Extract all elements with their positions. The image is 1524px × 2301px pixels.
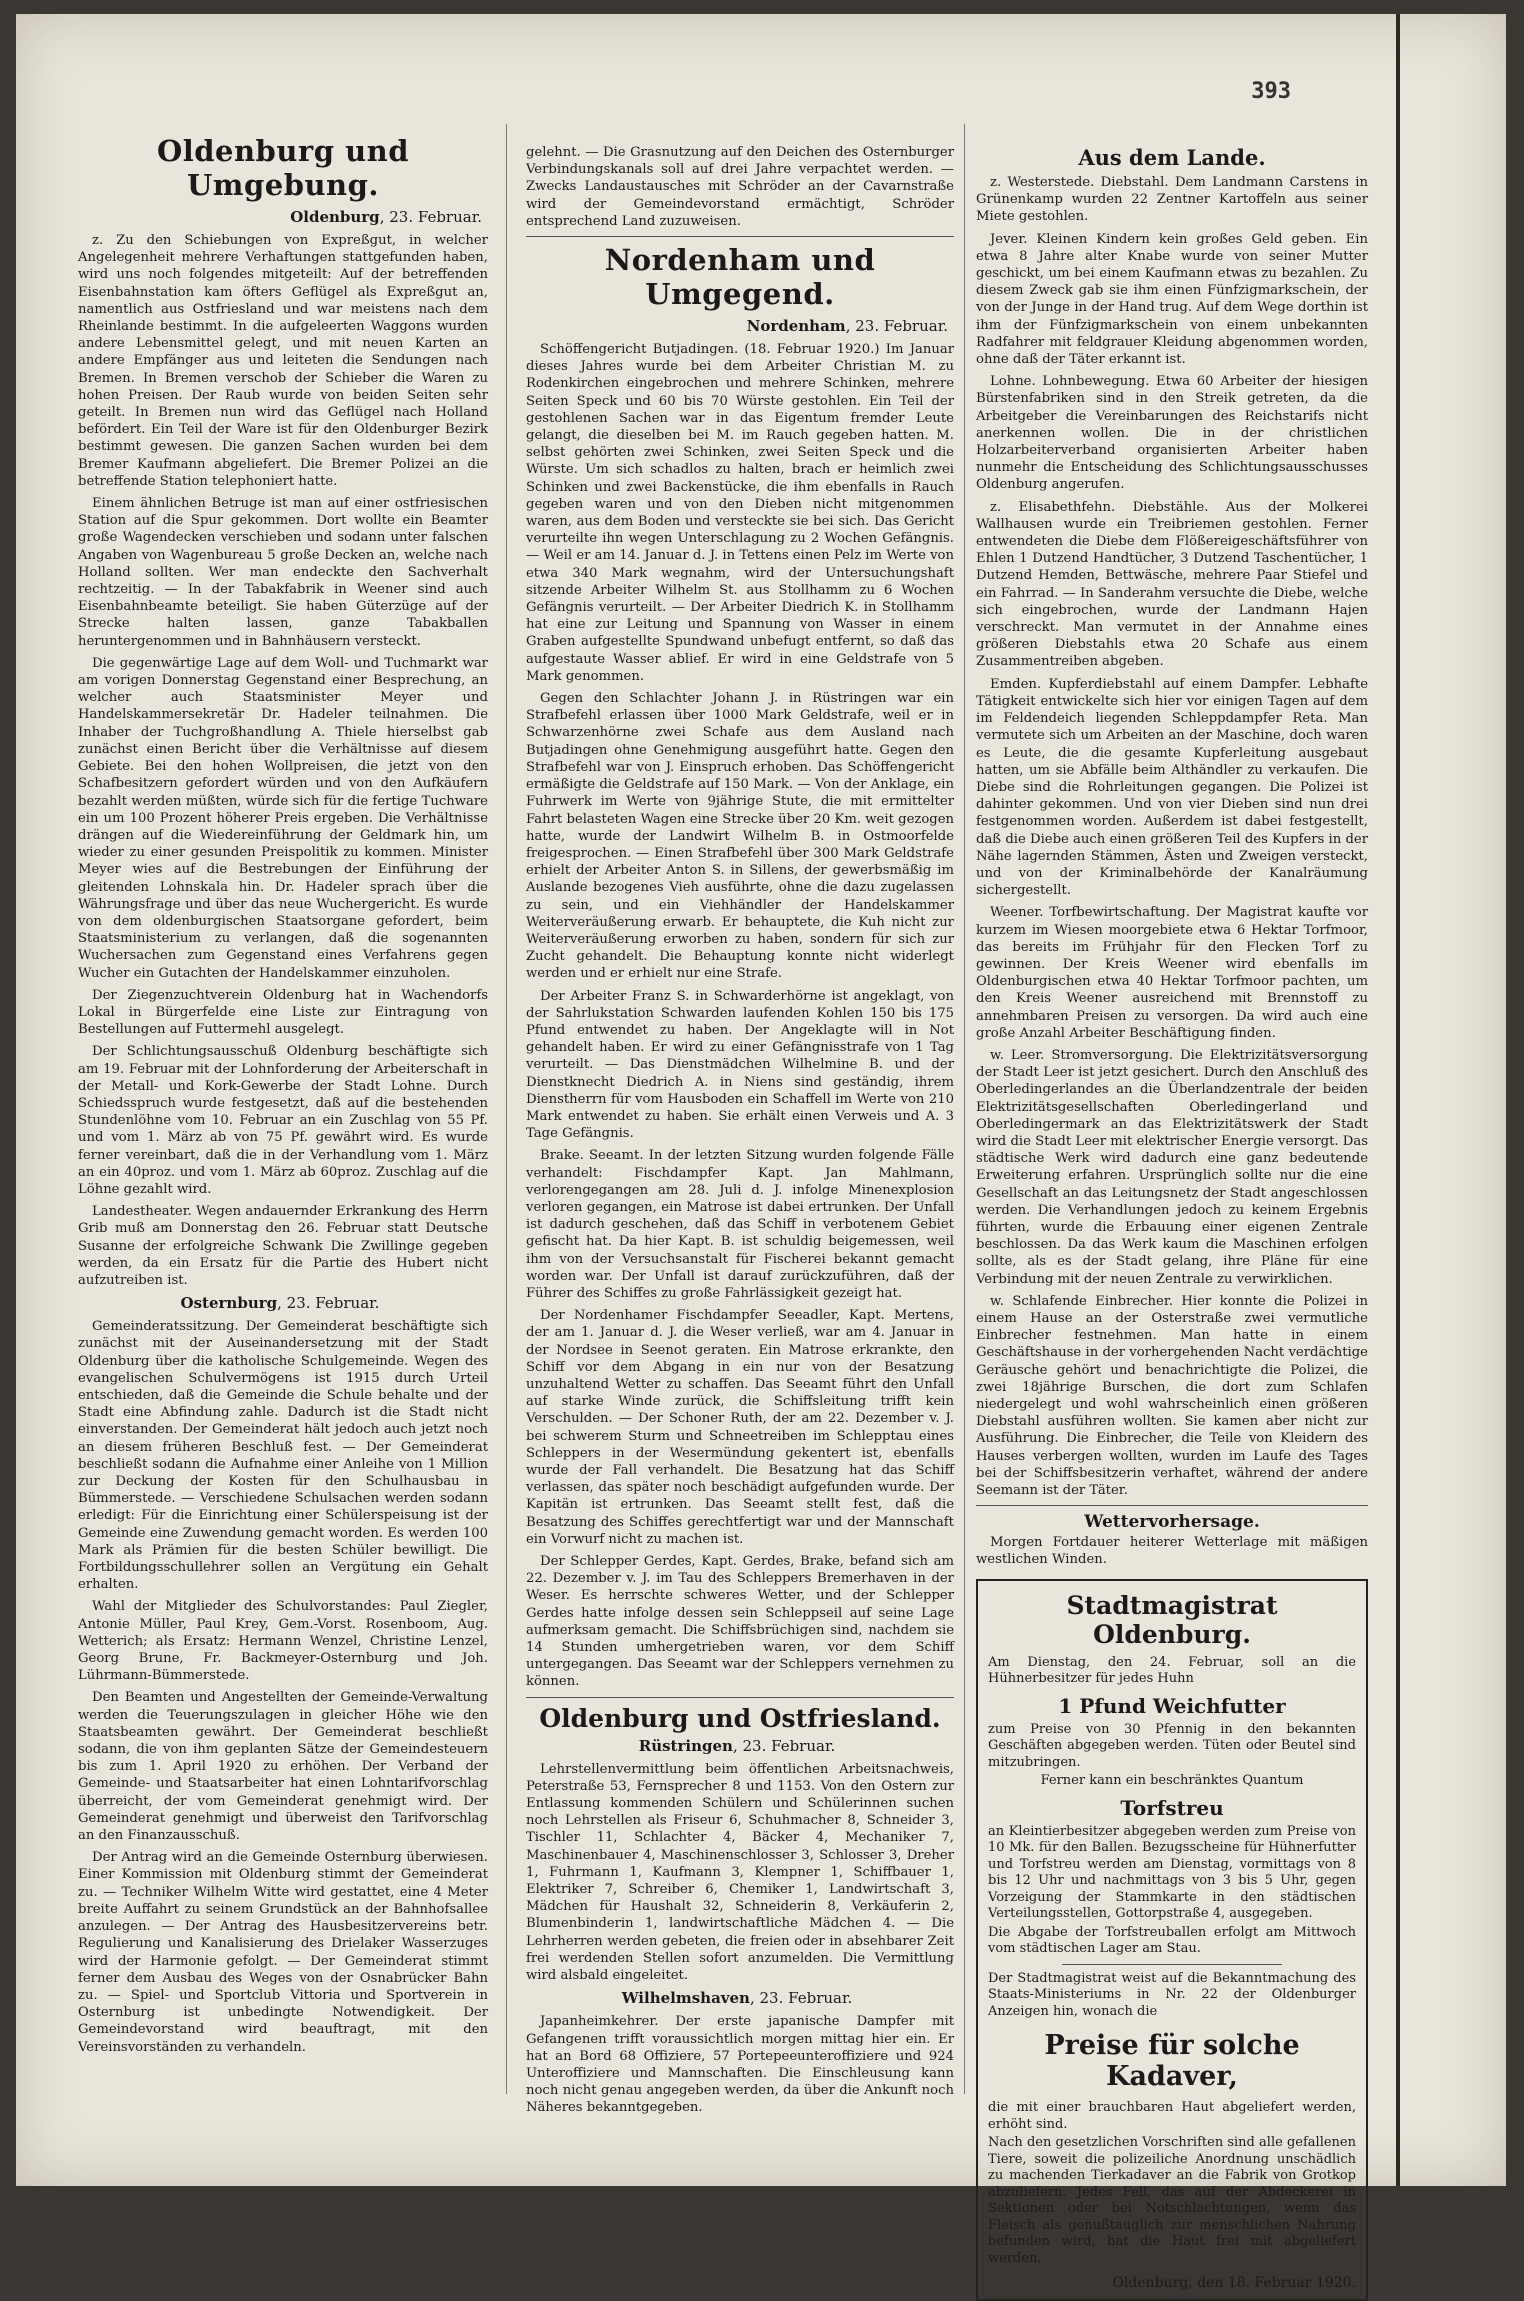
article: Lehrstellenvermittlung beim öffentlichen Arbeitsnachweis, Peterstraße 53, Fernsprecher 8 und 1153. Von den Ostern zur Entlassung kommenden Schülern und Schülerinnen suchen noch Lehrstellen als Friseur 6, Schuhmacher 8, Schneider 3, Tischler 11, Schlachter 4, Bäcker 4, Mechaniker 7, Maschinenbauer 4, Maschinenschlosser 3, Schlosser 3, Dreher 1, Fuhrmann 1, Kaufmann 3, Klempner 1, Schiffbauer 1, Elektriker 7, Schreiber 6, Chemiker 1, Landwirtschaft 3, Mädchen für Haushalt 32, Schneiderin 8, Verkäuferin 2, Blumenbinderin 1, landwirtschaftliche Mädchen 4. — Die Lehrherren werden gebeten, die freien oder in absehbarer Zeit frei werdenden Stellen sofort anzumelden. Die Vermittlung wird alsbald eingeleitet.	[526, 1761, 954, 1984]
section-title-oldenburg: Oldenburg und Umgebung.	[156, 134, 410, 202]
ad-product: Torfstreu	[1120, 1795, 1224, 1820]
article: Der Schlichtungsausschuß Oldenburg beschäftigte sich am 19. Februar mit der Lohnforderung der Arbeiterschaft in der Metall- und Kork-Gewerbe der Stadt Lohne. Durch Schiedsspruch wurde festgesetzt, daß auf die bestehenden Stundenlöhne vom 10. Februar an ein Zuschlag von 55 Pf. und vom 1. März ab von 75 Pf. gewährt wird. Es wurde ferner vereinbart, daß die in der Verhandlung vom 1. März an ein 40proz. und vom 1. März ab 60proz. Zuschlag auf die Löhne gezahlt wird.	[78, 1044, 488, 1197]
divider	[976, 1505, 1368, 1506]
dateline-nordenham: Nordenham, 23. Februar.	[746, 317, 948, 336]
article: Brake. Seeamt. In der letzten Sitzung wurden folgende Fälle verhandelt: Fischdampfer Kapt. Jan Mahlmann, verlorengegangen am 28. Juli d. J. infolge Minenexplosion verloren gegangen, ein Matrose ist dabei ertrunken. Der Unfall ist dadurch geschehen, daß das Schiff in verbotenem Gebiet gefischt hat. Da hier Kapt. B. ist schuldig beigemessen, weil ihm von der Versuchsanstalt für Fischerei bekannt gemacht worden war. Der Unfall ist darauf zurückzuführen, daß der Führer des Schiffes zu große Fahrlässigkeit gezeigt hat.	[526, 1148, 954, 1301]
dateline-oldenburg: Oldenburg, 23. Februar.	[290, 208, 482, 226]
column-oldenburg	[78, 134, 488, 2164]
article: Weener. Torfbewirtschaftung. Der Magistrat kaufte vor kurzem im Wiesen moorgebiete etwa 6 Hektar Torfmoor, das bereits im Frühjahr für den Flecken Torf zu gewinnen. Der Kreis Weener wird ebenfalls im Oldenburgischen etwa 40 Hektar Torfmoor pachten, um den Kreis Weener ausreichend mit Brennstoff zu annehmbaren Preisen zu versorgen. Da wird auch eine große Anzahl Arbeiter Beschäftigung finden.	[976, 905, 1368, 1041]
column-rule-left	[506, 124, 507, 2094]
article: z. Elisabethfehn. Diebstähle. Aus der Molkerei Wallhausen wurde ein Treibriemen gestohlen. Ferner entwendeten die Diebe dem Flößereigeschäftsführer von Ehlen 1 Dutzend Handtücher, 3 Dutzend Taschentücher, 1 Dutzend Hemden, Bettwäsche, mehrere Paar Stiefel und ein Fahrrad. — In Sanderahm versuchte die Diebe, welche sich eingebrochen, wurde der Landmann Hajen verschreckt. Man vermutet in der Annahme eines größeren Diebstahls etwa 20 Schafe aus einem Zusammentreiben abgeben.	[976, 499, 1368, 670]
article: Schöffengericht Butjadingen. (18. Februar 1920.) Im Januar dieses Jahres wurde bei dem Arbeiter Christian M. zu Rodenkirchen eingebrochen und mehrere Schinken, mehrere Seiten Speck und 60 bis 70 Würste gestohlen. Ein Teil der gestohlenen Sachen war in das Eigentum fremder Leute gelangt, die dieselben bei M. im Rauch gegeben hatten. M. selbst gehörten zwei Schinken, zwei Seiten Speck und die Würste. Um sich schadlos zu halten, brach er heimlich zwei Schinken und zwei Backenstücke, die ihm ebenfalls in Rauch gegeben waren und von den Dieben nicht mitgenommen waren, aus dem Boden und versteckte sie bei sich. Das Gericht verurteilte ihn wegen Unterschlagung zu 2 Wochen Gefängnis. — Weil er am 14. Januar d. J. in Tettens einen Pelz im Werte von etwa 340 Mark wegnahm, wird der Untersuchungshaft sitzende Arbeiter Wilhelm St. aus Stollhamm zu 6 Wochen Gefängnis verurteilt. — Der Arbeiter Diedrich K. in Stollhamm hat eine zur Leitung und Spannung von Wasser in einem Graben aufgestellte Spundwand unbefugt entfernt, so daß das aufgestaute Wasser ablief. Er wird in eine Geldstrafe von 5 Mark genommen.	[526, 342, 954, 684]
ad-header: Stadtmagistrat Oldenburg.	[1066, 1590, 1278, 1649]
page-edge-shadow	[1396, 14, 1400, 2186]
column-nordenham	[526, 144, 954, 2164]
section-title-ostfriesland: Oldenburg und Ostfriesland.	[539, 1703, 941, 1733]
article: Der Arbeiter Franz S. in Schwarderhörne ist angeklagt, von der Sahrlukstation Schwarden laufenden Kohlen 150 bis 175 Pfund entwendet zu haben. Der Angeklagte will in Not gehandelt haben. Er wird zu einer Gefängnisstrafe von 1 Tag verurteilt. — Das Dienstmädchen Wilhelmine B. und der Dienstknecht Diedrich A. in Niens sind geständig, ihrem Dienstherrn für vom Hausboden ein Schaffell im Werte von 210 Mark entwendet zu haben. Sie erhält einen Verweis und A. 3 Tage Gefängnis.	[526, 988, 954, 1142]
article: Gegen den Schlachter Johann J. in Rüstringen war ein Strafbefehl erlassen über 1000 Mark Geldstrafe, weil er in Schwarzenhörne zwei Schafe aus dem Ausland nach Butjadingen ohne Genehmigung ausgeführt hatte. Gegen den Strafbefehl war von J. Einspruch erhoben. Das Schöffengericht ermäßigte die Geldstrafe auf 150 Mark. — Von der Anklage, ein Fuhrwerk im Werte von 9jährige Stute, die mit ermittelter Fahrt belasteten Wagen eine Strecke über 20 Km. weit gezogen hatte, wurde der Landwirt Wilhelm B. in Ostmoorfelde freigesprochen. — Einen Strafbefehl über 300 Mark Geldstrafe erhielt der Arbeiter Anton S. in Sillens, der gewerbsmäßig im Auslande bezogenes Vieh ausführte, ohne die dazu zugelassen zu sein, und ein Viehhändler der Handelskammer Weiterveräußerung erwarb. Er behauptete, die Kuh nicht zur Weiterveräußerung erworben zu haben, sondern für sich zur Zucht gehandelt. Die Behauptung konnte nicht widerlegt werden und er erhielt nur eine Strafe.	[526, 691, 954, 982]
article: Jever. Kleinen Kindern kein großes Geld geben. Ein etwa 8 Jahre alter Knabe wurde von seiner Mutter geschickt, um bei einem Kaufmann etwas zu bezahlen. Zu diesem Zweck gab sie ihm einen Fünfzigmarkschein, der von der Junge in der Hand trug. Auf dem Wege dorthin ist ihm der Fünfzigmarkschein von einem unbekannten Radfahrer mit feldgrauer Kleidung abgenommen worden, ohne daß der Täter erkannt ist.	[976, 231, 1368, 368]
ad-product: Preise für solche Kadaver,	[1044, 2030, 1300, 2093]
article: Den Beamten und Angestellten der Gemeinde-Verwaltung werden die Teuerungszulagen in gleicher Höhe wie den Staatsbeamten gewährt. Der Gemeinderat beschließt sodann, die von ihm geplanten Sätze der Gemeindesteuern bis zum 1. April 1920 zu erhöhen. Der Verband der Gemeinde- und Staatsarbeiter hat einen Lohntarifvorschlag überreicht, der vom Gemeinderat genehmigt wird. Der Gemeinderat genehmigt und überweist den Tarifvorschlag an den Finanzausschuß.	[78, 1690, 488, 1844]
ad-divider	[1062, 1964, 1283, 1965]
dateline-osternburg: Osternburg, 23. Februar.	[180, 1294, 380, 1313]
page-number: 393	[1251, 79, 1291, 104]
article: Der Antrag wird an die Gemeinde Osternburg überwiesen. Einer Kommission mit Oldenburg stimmt der Gemeinderat zu. — Techniker Wilhelm Witte wird gestattet, eine 4 Meter breite Auffahrt zu seinem Grundstück an der Bahnhofsallee anzulegen. — Der Antrag des Hausbesitzervereins betr. Regulierung und Kanalisierung des Drielaker Wasserzuges wird der Harmonie gefolgt. — Der Gemeinderat stimmt ferner dem Ausbau des Weges von der Osnabrücker Bahn zu. — Spiel- und Sportclub Vittoria und Sportverein in Osternburg ist unbedingte Notwendigkeit. Der Gemeindevorstand wird beauftragt, mit den Vereinsvorständen zu verhandeln.	[78, 1850, 488, 2055]
ad-text: Die Abgabe der Torfstreuballen erfolgt am Mittwoch vom städtischen Lager am Stau.	[988, 1924, 1356, 1957]
article: Lohne. Lohnbewegung. Etwa 60 Arbeiter der hiesigen Bürstenfabriken sind in den Streik getreten, da die Arbeitgeber die Vereinbarungen des Reichstarifs nicht anerkennen wollen. Die in der christlichen Holzarbeiterverband organisierten Arbeiter haben nunmehr die Entscheidung des Schlichtungsausschusses Oldenburg angerufen.	[976, 374, 1368, 493]
article: z. Zu den Schiebungen von Expreßgut, in welcher Angelegenheit mehrere Verhaftungen stattgefunden haben, wird uns noch folgendes mitgeteilt: Auf der betreffenden Eisenbahnstation kam öfters Geflügel als Expreßgut an, namentlich aus Ostfriesland und war meistens nach dem Rheinlande bestimmt. In die aufgeleerten Waggons wurden andere Lebensmittel gelegt, und mit neuen Karten an andere Empfänger aus und leiteten die Sendungen nach Bremen. In Bremen verschob der Schieber die Waren zu hohen Preisen. Der Raub wurde von beiden Seiten sehr geteilt. In Bremen nun wird das Geflügel nach Holland befördert. Ein Teil der Ware ist für den Oldenburger Bezirk bestimmt gewesen. Die ganzen Sachen wurden bei dem Bremer Kaufmann abgeliefert. Die Bremer Polizei an die betreffende Station telephoniert hatte.	[78, 233, 488, 489]
article: Der Schlepper Gerdes, Kapt. Gerdes, Brake, befand sich am 22. Dezember v. J. im Tau des Schleppers Bremerhaven in der Weser. Es herrschte schweres Wetter, und der Schlepper Gerdes hatte infolge dessen sein Schleppseil auf seine Lage aufmerksam gemacht. Die Schiffsbrüchigen sind, nachdem sie 14 Stunden umhergetrieben waren, vor dem Schiff untergegangen. Das Seeamt war der Schleppers vernehmen zu können.	[526, 1554, 954, 1690]
ad-text: zum Preise von 30 Pfennig in den bekannten Geschäften abgegeben werden. Tüten oder Beutel sind mitzubringen.	[988, 1721, 1356, 1770]
dateline-ruestringen: Rüstringen, 23. Februar.	[638, 1736, 836, 1755]
divider	[526, 236, 954, 237]
ad-text: Der Stadtmagistrat weist auf die Bekanntmachung des Staats-Ministeriums in Nr. 22 der Oldenburger Anzeigen hin, wonach die	[988, 1970, 1356, 2019]
weather-title: Wettervorhersage.	[1084, 1512, 1260, 1533]
newspaper-page	[16, 14, 1506, 2292]
article: Die gegenwärtige Lage auf dem Woll- und Tuchmarkt war am vorigen Donnerstag Gegenstand einer Besprechung, an welcher auch Staatsminister Meyer und Handelskammersekretär Dr. Hadeler teilnahmen. Die Inhaber der Tuchgroßhandlung A. Thiele hierselbst gab zunächst einen Bericht über die Verhältnisse auf diesem Gebiete. Bei den hohen Wollpreisen, die jetzt von den Schafbesitzern gefordert würden und von den Aufkäufern bezahlt werden müßten, würde sich für die fertige Tuchware ein um 100 Prozent höherer Preis ergeben. Die Verhältnisse drängen auf die Wiedereinführung der Geldmark hin, um wieder zu einer gesunden Preispolitik zu kommen. Minister Meyer wies auf die Bestrebungen der Einführung der gleitenden Lohnskala hin. Dr. Hadeler sprach über die Währungsfrage und über das neue Wuchergericht. Es wurde von dem oldenburgischen Staatsorgane gefordert, beim Staatsministerium zu verlangen, daß die sogenannten Wuchersachen zum Gegenstand eines Verfahrens gegen Wucher ein Gutachten der Handelskammer einzuholen.	[78, 655, 488, 981]
dateline-wilhelmshaven: Wilhelmshaven, 23. Februar.	[621, 1989, 853, 2008]
article: w. Schlafende Einbrecher. Hier konnte die Polizei in einem Hause an der Osterstraße zwei vermutliche Einbrecher festnehmen. Man hatte in einem Geschäftshause in der vorhergehenden Nacht verdächtige Geräusche gehört und benachrichtigte die Polizei, die zwei 18jährige Burschen, die dort zum Schlafen niedergelegt und wohl wahrscheinlich einen größeren Diebstahl ausführen wollten. Sie kamen aber nicht zur Ausführung. Die Einbrecher, die Teile von Kleidern des Hauses verbergen wollten, wurden im Laufe des Tages bei der Schiffsbesitzerin verhaftet, während der andere Seemann ist der Täter.	[976, 1293, 1368, 1499]
divider	[526, 1697, 954, 1698]
article: Der Ziegenzuchtverein Oldenburg hat in Wachendorfs Lokal in Bürgerfelde eine Liste zur Eintragung von Bestellungen auf Futtermehl ausgelegt.	[78, 987, 488, 1038]
article: w. Leer. Stromversorgung. Die Elektrizitätsversorgung der Stadt Leer ist jetzt gesichert. Durch den Anschluß des Oberledingerlandes an die Überlandzentrale der beiden Elektrizitätsgesellschaften Oberledingerland und Oberledingermark an das Elektrizitätswerk der Stadt wird die Stadt Leer mit elektrischer Energie versorgt. Das städtische Werk wird dadurch eine ganz bedeutende Erweiterung erfahren. Ursprünglich sollte nur die eine Gesellschaft an das Leitungsnetz der Stadt angeschlossen werden. Die Verhandlungen jedoch zu keinem Ergebnis führten, wurde die Erbauung einer eigenen Zentrale beschlossen. Da das Werk kaum die Maschinen erfolgen sollte, als es der Stadt gelang, ihre Pläne für eine Verbindung mit der neuen Zentrale zu verwirklichen.	[976, 1047, 1368, 1287]
ad-text: Nach den gesetzlichen Vorschriften sind alle gefallenen Tiere, soweit die polizeiliche Anordnung unschädlich zu machenden Tierkadaver an die Fabrik von Grotkop abzuliefern. Jedes Fell, das auf der Abdeckerei in Sektionen oder bei Notschlachtungen, wenn das Fleisch als genußtauglich zur menschlichen Nahrung befunden wird, hat die Haut frei mit abgeliefert werden.	[988, 2135, 1356, 2266]
article: Wahl der Mitglieder des Schulvorstandes: Paul Ziegler, Antonie Müller, Paul Krey, Gem.-Vorst. Rosenboom, Aug. Wetterich; als Ersatz: Hermann Wenzel, Christine Lenzel, Georg Brune, Fr. Backmeyer-Osternburg und Joh. Lührmann-Bümmerstede.	[78, 1599, 488, 1684]
advertisement-stadtmagistrat	[976, 1579, 1368, 2301]
article: z. Westerstede. Diebstahl. Dem Landmann Carstens in Grünenkamp wurden 22 Zentner Kartoffeln aus seiner Miete gestohlen.	[976, 175, 1368, 225]
weather-text: Morgen Fortdauer heiterer Wetterlage mit mäßigen westlichen Winden.	[976, 1535, 1368, 1568]
section-title-aus-dem-lande: Aus dem Lande.	[1078, 145, 1266, 170]
ad-product: 1 Pfund Weichfutter	[1058, 1693, 1286, 1718]
ad-text: an Kleintierbesitzer abgegeben werden zum Preise von 10 Mk. für den Ballen. Bezugsscheine für Hühnerfutter und Torfstreu werden am Dienstag, vormittags von 8 bis 12 Uhr und nachmittags von 3 bis 5 Uhr, gegen Vorzeigung der Stammkarte in den städtischen Verteilungsstellen, Gottorpstraße 4, ausgegeben.	[988, 1823, 1356, 1922]
article: Einem ähnlichen Betruge ist man auf einer ostfriesischen Station auf die Spur gekommen. Dort wollte ein Beamter große Wagendecken verschieben und sodann unter falschen Angaben von Wagenbureau 5 große Decken an, welche nach Holland sollten. Wer man endeckte den Sachverhalt rechtzeitig. — In der Tabakfabrik in Weener sind auch Eisenbahnbeamte beteiligt. Sie haben Güterzüge auf der Strecke halten lassen, ganze Tabakballen heruntergenommen und in Bahnhäusern versteckt.	[78, 496, 488, 649]
column-rule-right	[964, 124, 965, 2094]
ad-text: Am Dienstag, den 24. Februar, soll an die Hühnerbesitzer für jedes Huhn	[988, 1654, 1356, 1687]
section-title-nordenham: Nordenham und Umgegend.	[604, 243, 876, 312]
article: Landestheater. Wegen andauernder Erkrankung des Herrn Grib muß am Donnerstag den 26. Februar statt Deutsche Susanne der erfolgreiche Schwank Die Zwillinge gegeben werden, da ein Ersatz für die Partie des Hubert nicht aufzutreiben ist.	[78, 1204, 488, 1288]
ad-text: die mit einer brauchbaren Haut abgeliefert werden, erhöht sind.	[988, 2100, 1356, 2132]
ad-text: Ferner kann ein beschränktes Quantum	[1040, 1773, 1304, 1789]
article-continued: gelehnt. — Die Grasnutzung auf den Deichen des Osternburger Verbindungskanals soll auf drei Jahre verpachtet werden. — Zwecks Landaustausches mit Schröder an der Cavarnstraße wird der Gemeindevorstand ermächtigt, Schröder entsprechend Land zuzuweisen.	[526, 145, 954, 229]
article: Japanheimkehrer. Der erste japanische Dampfer mit Gefangenen trifft voraussichtlich morgen mittag hier ein. Er hat an Bord 68 Offiziere, 57 Portepeeunteroffiziere und 924 Unteroffiziere und Mannschaften. Die Einschleusung kann noch nicht genau angegeben werden, da über die Ankunft noch Näheres bekanntgegeben.	[526, 2014, 954, 2116]
ad-signature: Oldenburg, den 18. Februar 1920.	[1112, 2275, 1356, 2292]
article: Der Nordenhamer Fischdampfer Seeadler, Kapt. Mertens, der am 1. Januar d. J. die Weser verließ, war am 4. Januar in der Nordsee in Seenot geraten. Ein Matrose erkrankte, den Schiff vor dem Abgang in ein nur von der Besatzung unzuhaltend Wetter zu schaffen. Das Seeamt führt den Unfall auf starke Winde zurück, die Schiffsleitung trifft kein Verschulden. — Der Schoner Ruth, der am 22. Dezember v. J. bei schwerem Sturm und Schneetreiben im Schlepptau eines Schleppers in der Wesermündung gekentert ist, ebenfalls wurde der Fall verhandelt. Die Besatzung hat das Schiff verlassen, das später noch beschädigt aufgefunden wurde. Der Kapitän ist ertrunken. Das Seeamt stellt fest, daß die Besatzung des Schiffes gerechtfertigt war und der Mannschaft ein Vorwurf nicht zu machen ist.	[526, 1308, 954, 1547]
column-aus-dem-lande	[976, 139, 1368, 2292]
article: Emden. Kupferdiebstahl auf einem Dampfer. Lebhafte Tätigkeit entwickelte sich hier vor einigen Tagen auf dem im Feldendeich liegenden Schleppdampfer Reta. Man vermutete sich um Arbeiten an der Maschine, doch waren es Leute, die die gesamte Kupferleitung ausgebaut hatten, um sie Abfälle beim Althändler zu verkaufen. Die Diebe sind die Rohrleitungen gegangen. Die Polizei ist dahinter gekommen. Und von vier Dieben sind nun drei festgenommen worden. Außerdem ist dabei festgestellt, daß die Diebe auch einen größeren Teil des Kupfers in der Nähe lagernden Stämmen, Ästen und Zweigen versteckt, und von der Kriminalbehörde der Kanalräumung sichergestellt.	[976, 676, 1368, 899]
article: Gemeinderatssitzung. Der Gemeinderat beschäftigte sich zunächst mit der Auseinandersetzung mit der Stadt Oldenburg über die katholische Schulgemeinde. Wegen des evangelischen Schulvermögens ist 1915 durch Urteil entschieden, daß die Gemeinde die Schule behalte und der Stadt eine Abfindung zahle. Dadurch ist die Stadt nicht einverstanden. Der Gemeinderat hält jedoch auch jetzt noch an diesem früheren Beschluß fest. — Der Gemeinderat beschließt sodann die Aufnahme einer Anleihe von 1 Million zur Deckung der Kosten für den Schulhausbau in Bümmerstede. — Verschiedene Schulsachen werden sodann erledigt: Für die Einrichtung einer Schülerspeisung ist der Gemeinde eine Zuwendung gemacht worden. Es werden 100 Mark als Prämien für die besten Schüler bewilligt. Die Fortbildungsschullehrer sollen an Vergütung ein Gehalt erhalten.	[78, 1319, 488, 1593]
